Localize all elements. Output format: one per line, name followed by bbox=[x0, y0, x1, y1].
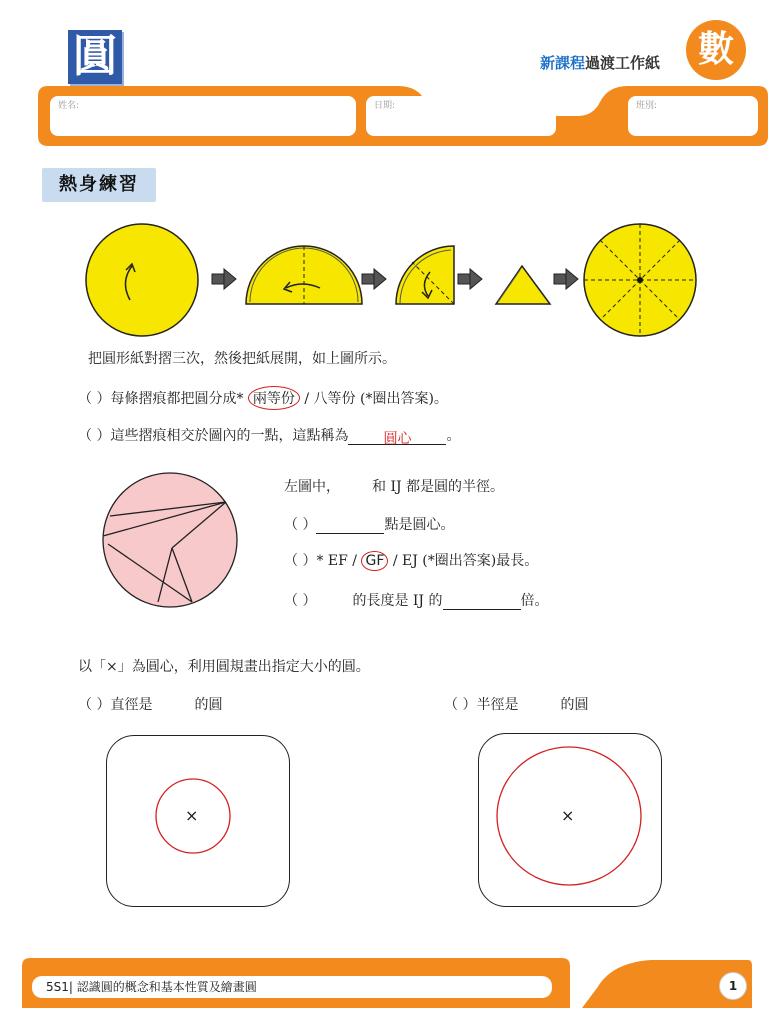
compass-instruction: 以「×」為圓心，利用圓規畫出指定大小的圓。 bbox=[78, 659, 370, 675]
name-field[interactable] bbox=[50, 96, 356, 136]
name-label: 姓名: bbox=[58, 101, 80, 111]
footer-code: 5S1| bbox=[46, 980, 73, 994]
series-title-dark: 過渡工作紙 bbox=[585, 54, 661, 72]
q1-suffix: / 八等份 (*圈出答案)。 bbox=[304, 391, 448, 407]
rq1-suffix: 點是圓心。 bbox=[384, 517, 455, 533]
left-center-mark: × bbox=[185, 806, 199, 825]
right-center-mark: × bbox=[561, 806, 575, 825]
date-label: 日期: bbox=[374, 101, 396, 111]
full-circle-diagram bbox=[86, 224, 198, 336]
eighth-wedge-diagram bbox=[496, 266, 550, 304]
folding-question-1 bbox=[78, 386, 448, 410]
radius-line-1 bbox=[284, 476, 504, 496]
arrow-right-icon bbox=[212, 269, 236, 289]
rq3-mid: 的長度是 IJ 的 bbox=[352, 593, 443, 609]
folding-diagram bbox=[80, 222, 710, 338]
q2-suffix: 。 bbox=[446, 428, 461, 444]
series-title bbox=[540, 52, 660, 73]
q1-circled-answer: 兩等份 bbox=[248, 386, 300, 410]
left-suffix: 的圓 bbox=[194, 697, 223, 713]
semicircle-diagram bbox=[246, 246, 362, 304]
rq2-circled-answer: GF bbox=[361, 551, 388, 571]
left-drawing-box[interactable] bbox=[106, 735, 290, 907]
rq2-suffix: / EJ (*圈出答案)最長。 bbox=[392, 553, 539, 569]
compass-right-question bbox=[444, 694, 588, 714]
rq1-paren: （ ） bbox=[284, 517, 317, 533]
class-field[interactable] bbox=[628, 96, 758, 136]
page-number: 1 bbox=[719, 972, 747, 1000]
compass-left-question bbox=[78, 694, 222, 714]
footer-label bbox=[46, 978, 257, 995]
q1-prefix: （ ）每條摺痕都把圓分成* bbox=[78, 391, 244, 407]
series-title-blue: 新課程 bbox=[540, 54, 586, 72]
section-title: 熱身練習 bbox=[42, 168, 156, 202]
unfolded-circle-diagram bbox=[584, 224, 696, 336]
radius-question-2 bbox=[284, 550, 538, 571]
q2-prefix: （ ）這些摺痕相交於圖內的一點，這點稱為 bbox=[78, 428, 349, 444]
right-suffix: 的圓 bbox=[560, 697, 589, 713]
right-drawing-box[interactable] bbox=[478, 733, 662, 907]
rq1-blank[interactable] bbox=[316, 517, 384, 534]
date-field[interactable] bbox=[366, 96, 556, 136]
right-prefix: （ ）半徑是 bbox=[444, 697, 519, 713]
folding-question-2 bbox=[78, 425, 460, 445]
rq2-prefix: （ ）* EF / bbox=[284, 553, 358, 569]
radius-question-3 bbox=[284, 590, 549, 610]
pink-circle-figure bbox=[100, 470, 240, 610]
arrow-right-icon bbox=[362, 269, 386, 289]
radius-question-1 bbox=[284, 514, 454, 534]
rq3-suffix: 倍。 bbox=[520, 593, 549, 609]
left-prefix: （ ）直徑是 bbox=[78, 697, 153, 713]
topic-title-icon: 圓 bbox=[68, 30, 122, 84]
footer-title: 認識圓的概念和基本性質及繪畫圓 bbox=[76, 980, 257, 994]
q2-answer: 圓心 bbox=[383, 431, 412, 447]
rq3-blank[interactable] bbox=[443, 593, 521, 610]
arrow-right-icon bbox=[458, 269, 482, 289]
q2-answer-blank[interactable] bbox=[348, 428, 446, 445]
class-label: 班別: bbox=[636, 101, 658, 111]
radius-line-1a: 左圖中， bbox=[284, 479, 340, 495]
folding-paragraph: 把圓形紙對摺三次，然後把紙展開，如上圖所示。 bbox=[88, 351, 396, 367]
math-badge-icon: 數 bbox=[686, 20, 746, 80]
quarter-circle-diagram bbox=[396, 246, 454, 304]
radius-line-1b: 和 IJ 都是圓的半徑。 bbox=[372, 479, 505, 495]
rq3-paren: （ ） bbox=[284, 593, 317, 609]
arrow-right-icon bbox=[554, 269, 578, 289]
